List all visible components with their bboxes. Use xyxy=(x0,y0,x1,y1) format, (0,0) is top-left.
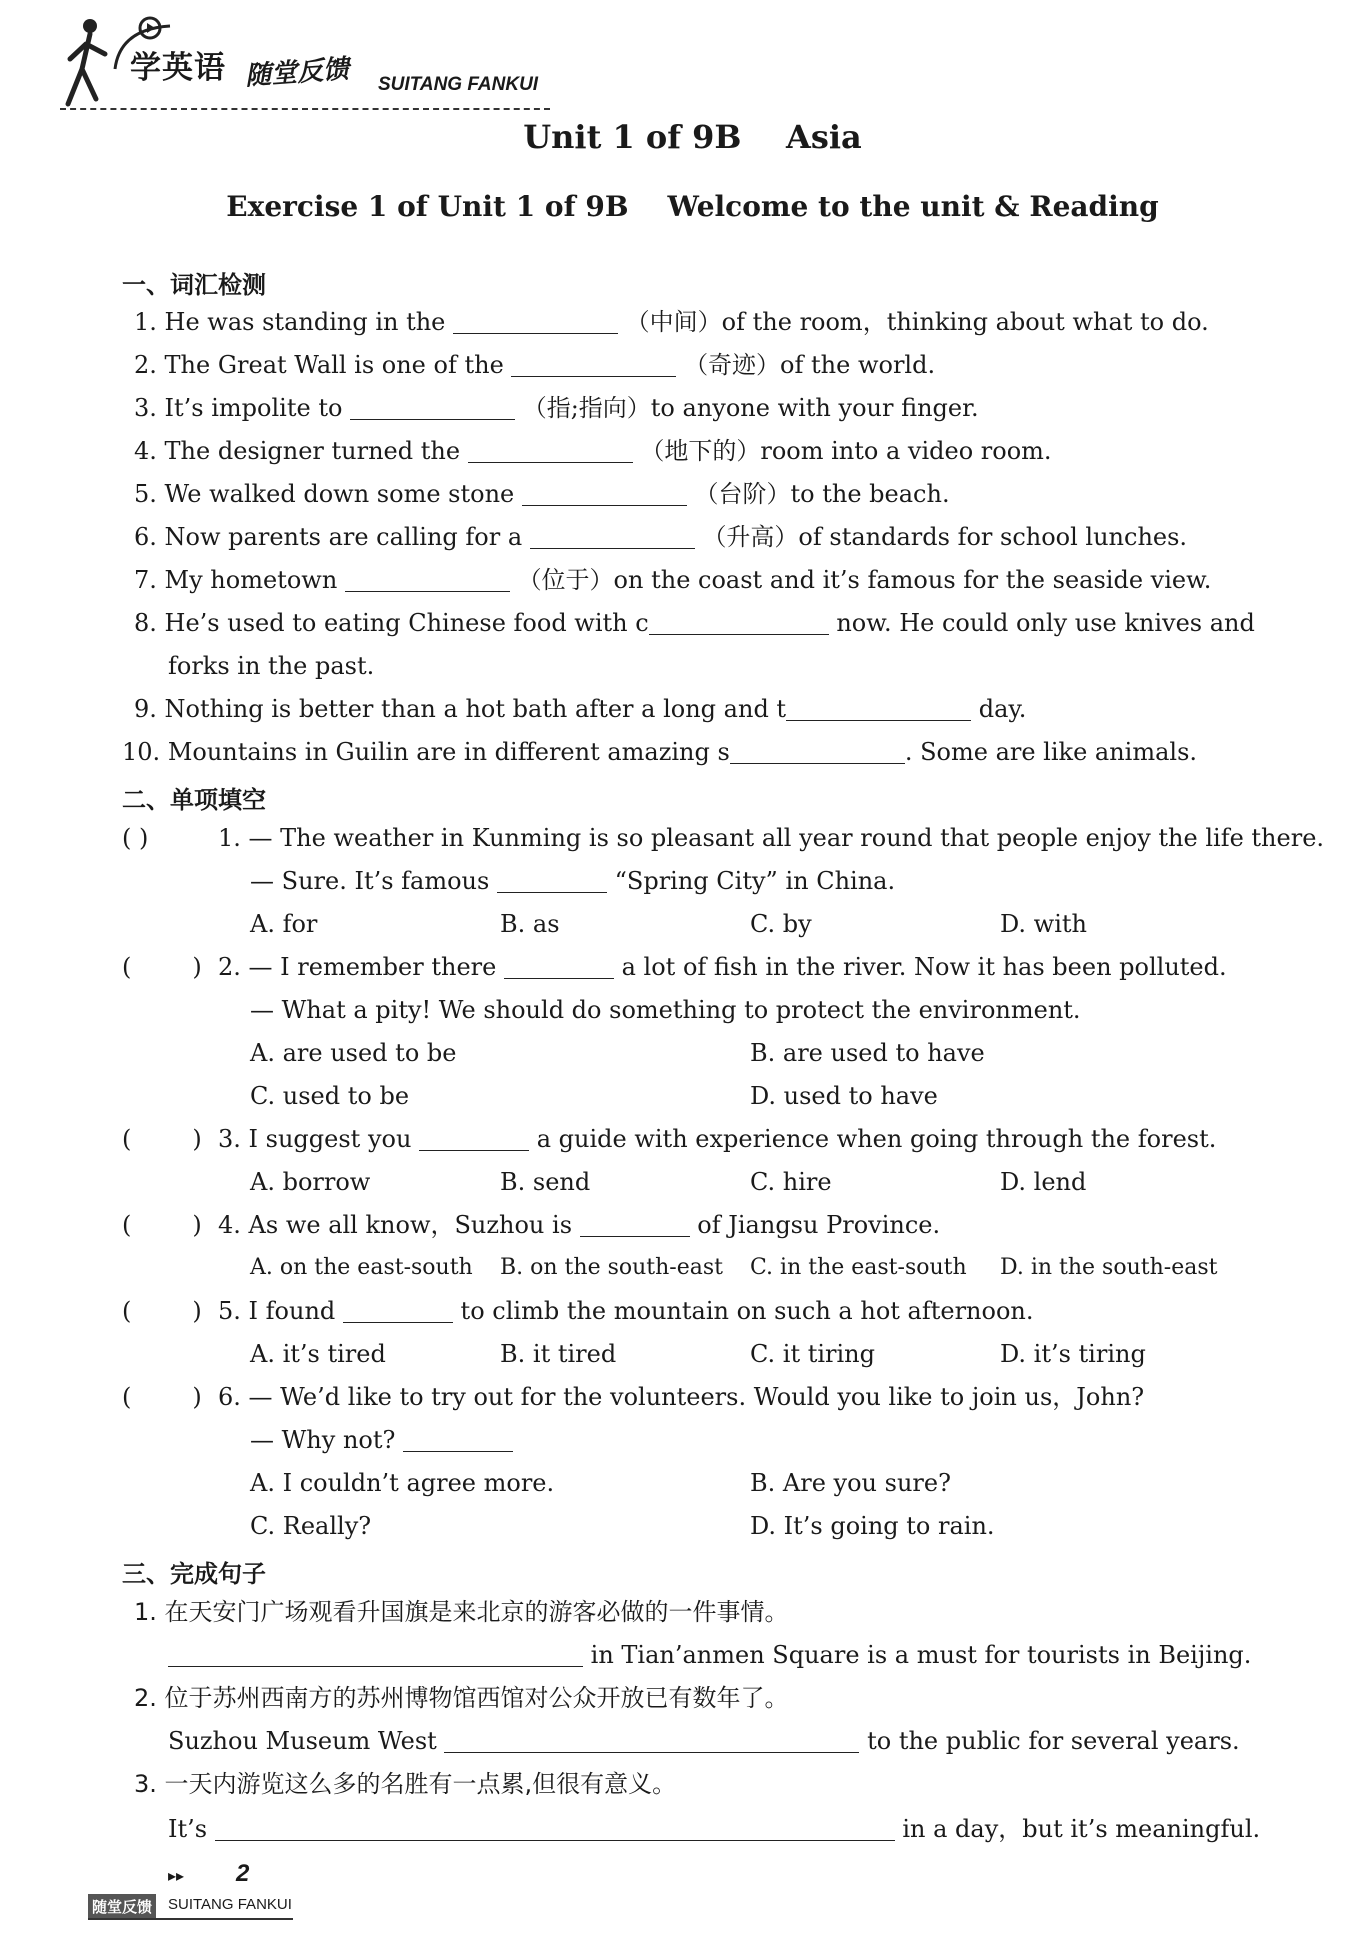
page-number: 2 xyxy=(236,1860,250,1887)
vocab-item: 1. He was standing in the （中间）of the room，thinking about what to do. xyxy=(134,308,1209,336)
option-a[interactable]: A. for xyxy=(250,910,318,938)
option-a[interactable]: A. on the east-south xyxy=(250,1255,473,1280)
vocab-item: 3. It’s impolite to （指;指向）to anyone with your finger. xyxy=(134,394,979,422)
page-arrows-icon: ▸▸ xyxy=(168,1866,185,1885)
option-d[interactable]: D. it’s tiring xyxy=(1000,1340,1146,1368)
vocab-item-continuation: forks in the past. xyxy=(168,652,375,680)
question-line: — Sure. It’s famous “Spring City” in China. xyxy=(250,867,896,895)
answer-blank[interactable] xyxy=(345,567,510,592)
answer-blank[interactable] xyxy=(649,610,829,635)
sentence-answer-line: in Tian’anmen Square is a must for tourists in Beijing. xyxy=(168,1640,1251,1670)
vocab-item: 10. Mountains in Guilin are in different amazing s . Some are like animals. xyxy=(122,738,1198,766)
sentence-prompt: 2. 位于苏州西南方的苏州博物馆西馆对公众开放已有数年了。 xyxy=(134,1684,789,1712)
option-a[interactable]: A. I couldn’t agree more. xyxy=(250,1469,555,1497)
answer-blank[interactable] xyxy=(730,739,905,764)
answer-blank[interactable] xyxy=(215,1816,895,1841)
header-subtitle-en: SUITANG FANKUI xyxy=(378,74,539,95)
question-line: 4. As we all know，Suzhou is of Jiangsu Province. xyxy=(218,1211,941,1239)
section-heading-sentences: 三、完成句子 xyxy=(122,1560,266,1588)
option-d[interactable]: D. It’s going to rain. xyxy=(750,1512,995,1540)
answer-blank[interactable] xyxy=(522,481,687,506)
answer-blank[interactable] xyxy=(403,1427,513,1452)
question-line: 3. I suggest you a guide with experience when going through the forest. xyxy=(218,1125,1217,1153)
answer-paren[interactable]: ( ) xyxy=(122,1211,202,1239)
vocab-item: 7. My hometown （位于）on the coast and it’s famous for the seaside view. xyxy=(134,566,1212,594)
option-b[interactable]: B. it tired xyxy=(500,1340,617,1368)
option-c[interactable]: C. by xyxy=(750,910,812,938)
page-footer xyxy=(88,1860,418,1930)
answer-blank[interactable] xyxy=(511,352,676,377)
section-heading-vocab: 一、词汇检测 xyxy=(122,271,266,299)
question-line: — Why not? xyxy=(250,1425,513,1455)
answer-blank[interactable] xyxy=(786,696,971,721)
sentence-answer-line: Suzhou Museum West to the public for several years. xyxy=(168,1727,1240,1755)
answer-paren[interactable]: ( ) xyxy=(122,1383,202,1411)
answer-paren[interactable]: ( ) xyxy=(122,1297,202,1325)
option-d[interactable]: D. with xyxy=(1000,910,1087,938)
option-a[interactable]: A. it’s tired xyxy=(250,1340,386,1368)
sentence-prompt: 3. 一天内游览这么多的名胜有一点累,但很有意义。 xyxy=(134,1770,677,1798)
option-c[interactable]: C. in the east-south xyxy=(750,1255,967,1280)
option-a[interactable]: A. are used to be xyxy=(250,1039,457,1067)
exercise-title: Exercise 1 of Unit 1 of 9B Welcome to the unit & Reading xyxy=(226,190,1159,223)
answer-blank[interactable] xyxy=(497,868,607,893)
footer-divider xyxy=(88,1918,293,1920)
question-line: 5. I found to climb the mountain on such a hot afternoon. xyxy=(218,1297,1034,1325)
vocab-item: 6. Now parents are calling for a （升高）of standards for school lunches. xyxy=(134,523,1188,551)
answer-blank[interactable] xyxy=(468,438,633,463)
option-c[interactable]: C. Really? xyxy=(250,1512,372,1540)
answer-blank[interactable] xyxy=(343,1298,453,1323)
header-divider xyxy=(60,108,550,110)
option-d[interactable]: D. in the south-east xyxy=(1000,1255,1218,1280)
header-subtitle: 随堂反馈 xyxy=(244,54,351,92)
option-b[interactable]: B. send xyxy=(500,1168,591,1196)
section-heading-choice: 二、单项填空 xyxy=(122,786,266,814)
vocab-item: 2. The Great Wall is one of the （奇迹）of the world. xyxy=(134,351,936,379)
option-d[interactable]: D. used to have xyxy=(750,1082,938,1110)
option-b[interactable]: B. Are you sure? xyxy=(750,1469,951,1497)
option-b[interactable]: B. on the south-east xyxy=(500,1255,723,1280)
option-b[interactable]: B. are used to have xyxy=(750,1039,985,1067)
answer-blank[interactable] xyxy=(504,954,614,979)
vocab-item: 4. The designer turned the （地下的）room into a video room. xyxy=(134,437,1052,465)
question-line: — What a pity! We should do something to protect the environment. xyxy=(250,996,1081,1024)
answer-paren[interactable]: ( ) xyxy=(122,953,202,981)
question-line: 2. — I remember there a lot of fish in the river. Now it has been polluted. xyxy=(218,953,1227,981)
vocab-item: 9. Nothing is better than a hot bath after a long and t day. xyxy=(134,695,1027,723)
option-c[interactable]: C. used to be xyxy=(250,1082,410,1110)
page-header xyxy=(60,14,560,114)
answer-paren[interactable]: ( ) xyxy=(122,1125,202,1153)
footer-label-en: SUITANG FANKUI xyxy=(168,1896,292,1913)
option-d[interactable]: D. lend xyxy=(1000,1168,1087,1196)
answer-blank[interactable] xyxy=(168,1642,583,1667)
answer-blank[interactable] xyxy=(580,1212,690,1237)
option-c[interactable]: C. it tiring xyxy=(750,1340,876,1368)
sentence-prompt: 1. 在天安门广场观看升国旗是来北京的游客必做的一件事情。 xyxy=(134,1598,789,1626)
vocab-item: 8. He’s used to eating Chinese food with c now. He could only use knives and xyxy=(134,609,1255,637)
answer-blank[interactable] xyxy=(444,1728,859,1753)
question-line: 6. — We’d like to try out for the volunteers. Would you like to join us，John? xyxy=(218,1383,1145,1411)
answer-blank[interactable] xyxy=(453,309,618,334)
footer-label: 随堂反馈 xyxy=(88,1894,156,1919)
unit-title: Unit 1 of 9B Asia xyxy=(523,118,862,156)
question-line: 1. — The weather in Kunming is so pleasant all year round that people enjoy the life there. xyxy=(218,824,1325,852)
option-b[interactable]: B. as xyxy=(500,910,560,938)
answer-blank[interactable] xyxy=(419,1126,529,1151)
answer-blank[interactable] xyxy=(350,395,515,420)
option-a[interactable]: A. borrow xyxy=(250,1168,371,1196)
sentence-answer-line: It’s in a day，but it’s meaningful. xyxy=(168,1815,1261,1843)
answer-paren[interactable]: ( ) xyxy=(122,824,149,852)
header-title: 学英语 xyxy=(130,50,226,86)
vocab-item: 5. We walked down some stone （台阶）to the beach. xyxy=(134,480,950,508)
answer-blank[interactable] xyxy=(530,524,695,549)
option-c[interactable]: C. hire xyxy=(750,1168,832,1196)
